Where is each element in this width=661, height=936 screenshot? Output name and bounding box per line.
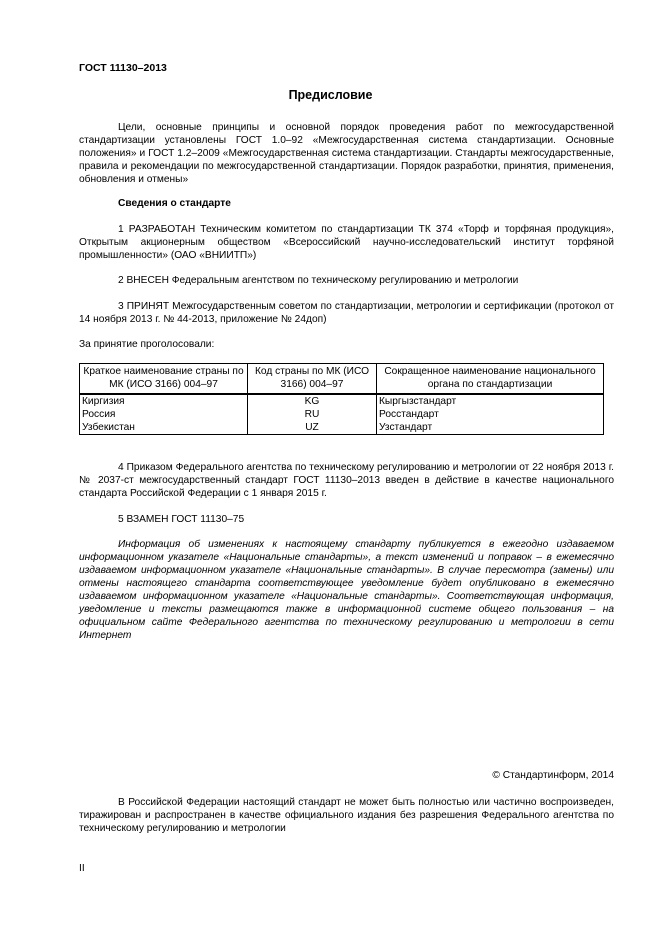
country-code-cell: RU xyxy=(248,408,377,421)
voting-table xyxy=(79,363,604,435)
country-code-cell: UZ xyxy=(248,421,377,435)
item-introduced: 2 ВНЕСЕН Федеральным агентством по техническому регулированию и метрологии xyxy=(118,275,519,286)
country-name-cell: Узбекистан xyxy=(80,421,248,435)
table-row xyxy=(80,394,604,408)
reproduction-notice: В Российской Федерации настоящий стандарт не может быть полностью или частично воспроизведен, тиражирован и распространен в качестве официального издания без разрешения Федерального агентства по техническому регулированию и метрологии xyxy=(79,797,614,834)
header-standards-body: Сокращенное наименование национального органа по стандартизации xyxy=(377,364,604,395)
item-developed: 1 РАЗРАБОТАН Техническим комитетом по стандартизации ТК 374 «Торф и торфяная продукция», Открытым акционерным обществом «Всероссийский научно-исследовательский институт торфяной промышленности» (ОАО «ВНИИТП») xyxy=(79,224,614,261)
standards-body-cell: Кыргызстандарт xyxy=(377,394,604,408)
copyright-line: © Стандартинформ, 2014 xyxy=(492,770,614,781)
header-country-code: Код страны по МК (ИСО 3166) 004–97 xyxy=(248,364,377,395)
voted-label: За принятие проголосовали: xyxy=(79,339,215,350)
standards-body-cell: Росстандарт xyxy=(377,408,604,421)
amendments-notice: Информация об изменениях к настоящему стандарту публикуется в ежегодно издаваемом информационном указателе «Национальные стандарты», а текст изменений и поправок – в ежемесячно издаваемом информационном указателе «Национальные стандарты». В случае пересмотра (замены) или отмены настоящего стандарта соответствующее уведомление будет опубликовано в ежемесячно издаваемом информационном указателе «Национальные стандарты». Соответствующая информация, уведомление и тексты размещаются также в информационной системе общего пользования – на официальном сайте Федерального агентства по техническому регулированию и метрологии в сети Интернет xyxy=(79,539,614,641)
table-header-row xyxy=(80,364,604,395)
country-name-cell: Киргизия xyxy=(80,394,248,408)
document-header: ГОСТ 11130–2013 xyxy=(79,62,167,74)
page-number: II xyxy=(79,863,85,874)
item-adopted: 3 ПРИНЯТ Межгосударственным советом по стандартизации, метрологии и сертификации (протокол от 14 ноября 2013 г. № 44-2013, приложение № 24доп) xyxy=(79,301,614,325)
standards-body-cell: Узстандарт xyxy=(377,421,604,435)
header-country-name: Краткое наименование страны по МК (ИСО 3166) 004–97 xyxy=(80,364,248,395)
item-replaces: 5 ВЗАМЕН ГОСТ 11130–75 xyxy=(118,514,245,525)
table-row xyxy=(80,421,604,435)
section-heading: Сведения о стандарте xyxy=(118,198,231,209)
page-title: Предисловие xyxy=(288,88,373,102)
country-name-cell: Россия xyxy=(80,408,248,421)
table-row xyxy=(80,408,604,421)
item-order: 4 Приказом Федерального агентства по техническому регулированию и метрологии от 22 ноября 2013 г. № 2037-ст межгосударственный стандарт ГОСТ 11130–2013 введен в действие в качестве национального стандарта Российской Федерации с 1 января 2015 г. xyxy=(79,462,614,499)
intro-paragraph: Цели, основные принципы и основной порядок проведения работ по межгосударственной стандартизации установлены ГОСТ 1.0–92 «Межгосударственная система стандартизации. Основные положения» и ГОСТ 1.2–2009 «Межгосударственная система стандартизации. Стандарты межгосударственные, правила и рекомендации по межгосударственной стандартизации. Порядок разработки, принятия, применения, обновления и отмены» xyxy=(79,122,614,185)
country-code-cell: KG xyxy=(248,394,377,408)
